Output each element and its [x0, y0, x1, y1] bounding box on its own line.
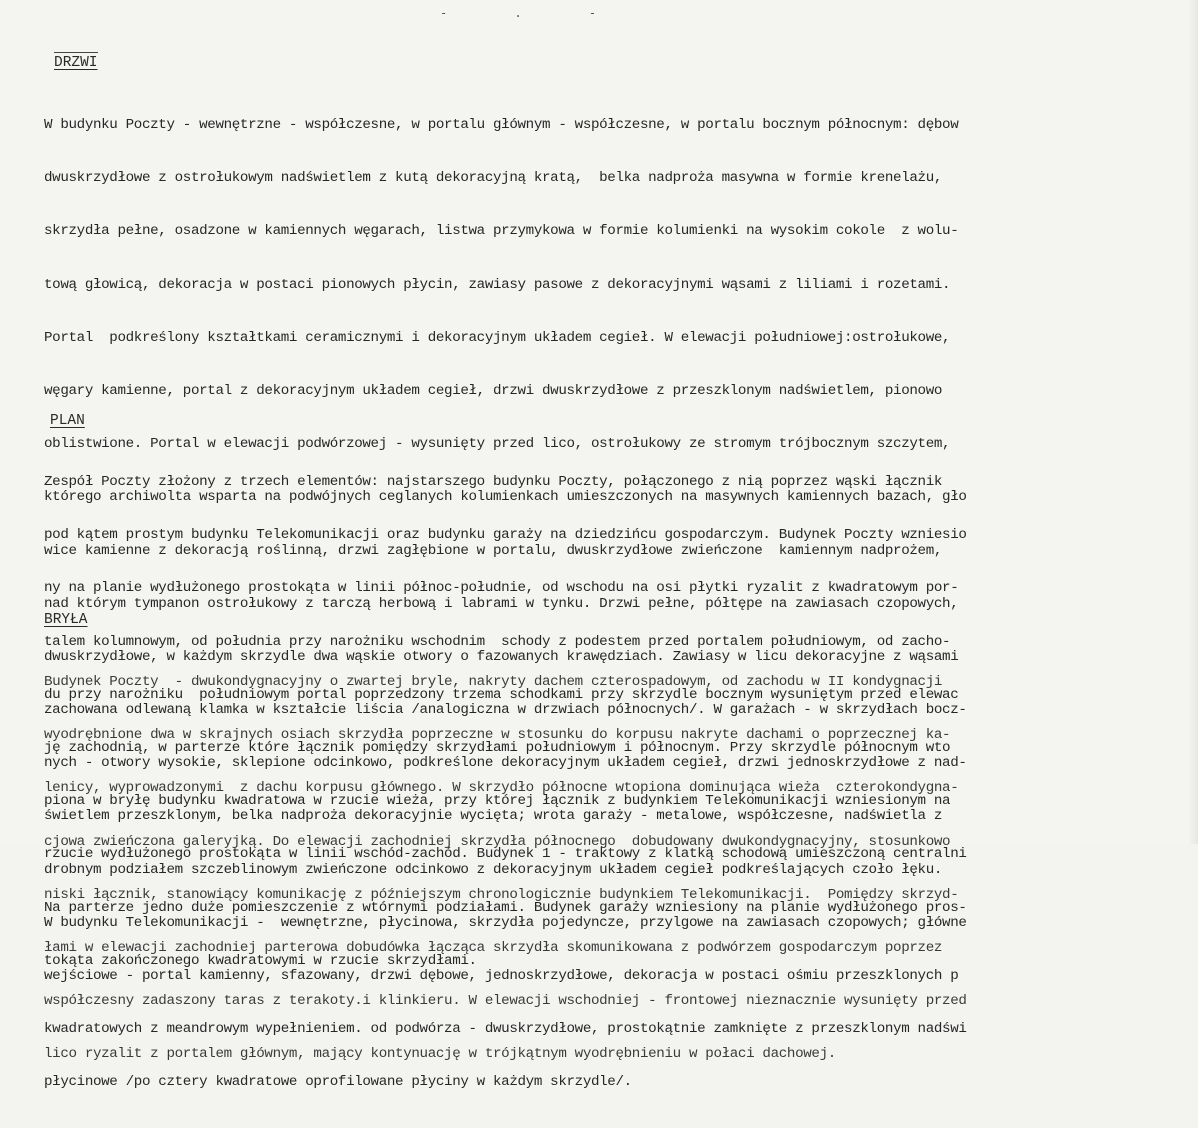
- text-line: węgary kamienne, portal z dekoracyjnym układem cegieł, drzwi dwuskrzydłowe z przeszklonym nadświetlem, pionowo: [44, 382, 943, 399]
- text-line: oblistwione. Portal w elewacji podwórzowej - wysunięty przed lico, ostrołukowy ze stromym trójbocznym szczytem,: [44, 436, 951, 453]
- text-line: którego archiwolta wsparta na podwójnych ceglanych kolumienkach umieszczonych na masywnych kamiennych bazach, gło: [44, 489, 967, 506]
- text-line: pod kątem prostym budynku Telekomunikacji oraz budynku garaży na dziedzińcu gospodarczym. Budynek Poczty wzniesio: [44, 527, 967, 544]
- text-line: kwadratowych z meandrowym wypełnieniem. od podwórza - dwuskrzydłowe, prostokątnie zamknięte z przeszklonym nadświ: [44, 1021, 967, 1038]
- text-line: skrzydła pełne, osadzone w kamiennych węgarach, listwa przymykowa w formie kolumienki na wysokim cokole z wolu-: [44, 223, 959, 240]
- section-bryla: [44, 638, 1169, 1100]
- text-line: W budynku Telekomunikacji - wewnętrzne, płycinowa, skrzydła pojedyncze, przylgowe na zawiasach czopowych; główne: [44, 914, 967, 931]
- text-line: Portal podkreślony kształtkami ceramicznymi i dekoracyjnym układem cegieł. W elewacji południowej:ostrołukowe,: [44, 329, 951, 346]
- text-line: talem kolumnowym, od południa przy narożniku wschodnim schody z podestem przed portalem południowym, od zacho-: [44, 633, 951, 650]
- section-heading-drzwi: DRZWI: [54, 52, 98, 71]
- text-line: łami w elewacji zachodniej parterowa dobudówka łącząca skrzydła skomunikowana z podwórzem gospodarczym poprzez: [44, 939, 943, 956]
- text-line: ny na planie wydłużonego prostokąta w linii północ-południe, od wschodu na osi płytki ryzalit z kwadratowym por-: [44, 580, 959, 597]
- text-line: wyodrębnione dwa w skrajnych osiach skrzydła poprzeczne w stosunku do korpusu nakryte dachami o poprzecznej ka-: [44, 727, 951, 744]
- text-line: ję zachodnią, w parterze które łącznik pomiędzy skrzydłami południowym i północnym. Przy skrzydle północnym wto: [44, 739, 951, 756]
- text-line: Budynek Poczty - dwukondygnacyjny o zwartej bryle, nakryty dachem czterospadowym, od zachodu w II kondygnacji: [44, 674, 943, 690]
- text-line: lenicy, wyprowadzonymi z dachu korpusu głównego. W skrzydło północne wtopiona dominująca wieża czterokondygna-: [44, 780, 959, 797]
- text-line: zachowana odlewaną klamka w kształcie liścia /analogiczna w drzwiach północnych/. W garażach - w skrzydłach bocz-: [44, 702, 967, 719]
- text-line: rzucie wydłużonego prostokąta w linii wschód-zachód. Budynek 1 - traktowy z klatką schodową umieszczoną centralni: [44, 846, 967, 863]
- text-line: cjowa zwieńczona galeryjką. Do elewacji zachodniej skrzydła północnego dobudowany dwukondygnacyjny, stosunkowo: [44, 833, 951, 850]
- text-line: drobnym podziałem szczeblinowym zwieńczone odcinkowo z dekoracyjnym układem cegieł podkreślających czoło łęku.: [44, 861, 943, 878]
- text-line: nad którym tympanon ostrołukowy z tarczą herbową i labrami w tynku. Drzwi pełne, półtępe na zawiasach czopowych,: [44, 595, 959, 612]
- text-line: płycinowe /po cztery kwadratowe oprofilowane płyciny w każdym skrzydle/.: [44, 1074, 632, 1091]
- text-line: świetlem przeszklonym, belka nadproża dekoracyjnie wycięta; wrota garaży - metalowe, współczesne, nadświetla z: [44, 808, 943, 825]
- text-line: tokąta zakończonego kwadratowymi w rzucie skrzydłami.: [44, 952, 477, 969]
- text-line: niski łącznik, stanowiący komunikację z późniejszym chronologicznie budynkiem Telekomunikacji. Pomiędzy skrzyd-: [44, 886, 959, 903]
- text-line: współczesny zadaszony taras z terakoty.i klinkieru. W elewacji wschodniej - frontowej nieznacznie wysunięty przed: [44, 993, 967, 1010]
- text-line: Zespół Poczty złożony z trzech elementów: najstarszego budynku Poczty, połączonego z nią poprzez wąski łącznik: [44, 474, 943, 490]
- text-line: W budynku Poczty - wewnętrzne - współczesne, w portalu głównym - współczesne, w portalu bocznym północnym: dębow: [44, 117, 959, 133]
- text-line: wejściowe - portal kamienny, sfazowany, drzwi dębowe, jednoskrzydłowe, dekoracja w postaci ośmiu przeszklonych p: [44, 968, 959, 984]
- text-line: tową głowicą, dekoracja w postaci pionowych płycin, zawiasy pasowe z dekoracyjnymi wąsami z liliami i rozetami.: [44, 276, 951, 293]
- top-marks: - . -: [440, 6, 627, 20]
- text-line: dwuskrzydłowe z ostrołukowym nadświetlem z kutą dekoracyjną kratą, belka nadproża masywna w formie krenelażu,: [44, 170, 943, 187]
- text-line: lico ryzalit z portalem głównym, mający kontynuację w trójkątnym wyodrębnieniu w połaci dachowej.: [44, 1046, 836, 1063]
- text-line: du przy narożniku południowym portal poprzedzony trzema schodkami przy skrzydle bocznym wysuniętym przed elewac: [44, 686, 959, 703]
- section-heading-plan: PLAN: [50, 413, 85, 429]
- text-line: nych - otwory wysokie, sklepione odcinkowo, podkreślone dekoracyjnym układem cegieł, drzwi jednoskrzydłowe z nad-: [44, 755, 967, 772]
- text-line: wice kamienne z dekoracją roślinną, drzwi zagłębione w portalu, dwuskrzydłowe zwieńczone kamiennym nadprożem,: [44, 542, 943, 559]
- text-line: Na parterze jedno duże pomieszczenie z wtórnymi podziałami. Budynek garaży wzniesiony na planie wydłużonego pros-: [44, 899, 967, 916]
- text-line: dwuskrzydłowe, w każdym skrzydle dwa wąskie otwory o fazowanych krawędziach. Zawiasy w licu dekoracyjne z wąsami: [44, 648, 959, 665]
- section-heading-bryla: BRYŁA: [44, 612, 88, 628]
- text-line: piona w bryłę budynku kwadratowa w rzucie wieża, przy której łącznik z budynkiem Telekomunikacji wzniesionym na: [44, 793, 951, 810]
